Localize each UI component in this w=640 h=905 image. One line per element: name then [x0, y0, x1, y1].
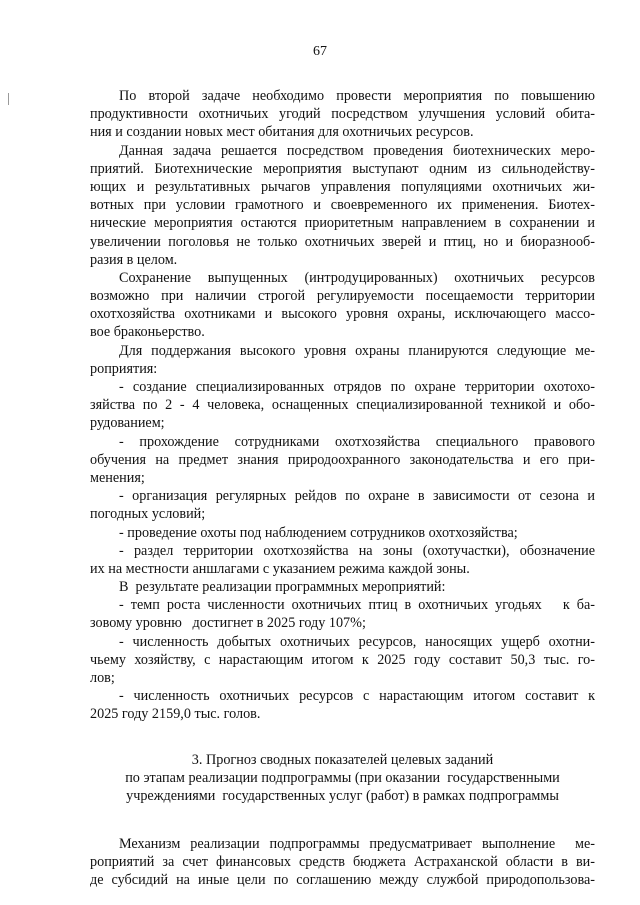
section-heading: [90, 751, 595, 805]
text-line: - раздел территории охотхозяйства на зоны (охотучастки), обозначение: [119, 542, 595, 559]
text-line: зяйства по 2 - 4 человека, оснащенных специализированной техникой и обо-: [90, 397, 595, 414]
text-line: Механизм реализации подпрограммы предусматривает выполнение ме-: [119, 835, 595, 852]
text-line: зовому уровню достигнет в 2025 году 107%;: [90, 615, 366, 632]
text-line: - организация регулярных рейдов по охране в зависимости от сезона и: [119, 488, 595, 505]
text-line: нические мероприятия остаются приоритетным направлением в сохранении и: [90, 215, 595, 232]
text-line: рудованием;: [90, 415, 165, 432]
text-line: их на местности аншлагами с указанием режима каждой зоны.: [90, 560, 470, 577]
text-line: Сохранение выпущенных (интродуцированных) охотничьих ресурсов: [119, 269, 595, 286]
text-line: обучения на предмет знания природоохранного законодательства и его при-: [90, 451, 595, 468]
text-line: - численность добытых охотничьих ресурсов, наносящих ущерб охотни-: [119, 633, 595, 650]
text-line: - создание специализированных отрядов по охране территории охотохо-: [119, 379, 595, 395]
text-line: возможно при наличии строгой регулируемости посещаемости территории: [90, 288, 595, 305]
margin-mark: [8, 93, 9, 105]
text-line: ния и создании новых мест обитания для охотничьих ресурсов.: [90, 124, 474, 141]
text-line: - проведение охоты под наблюдением сотрудников охотхозяйства;: [119, 524, 518, 541]
body-paragraphs: [90, 87, 595, 724]
text-line: Данная задача решается посредством проведения биотехнических меро-: [119, 142, 595, 159]
text-line: Для поддержания высокого уровня охраны планируются следующие ме-: [119, 342, 595, 359]
heading-line: 3. Прогноз сводных показателей целевых заданий: [191, 751, 494, 768]
text-line: По второй задаче необходимо провести мероприятия по повышению: [119, 88, 595, 104]
heading-line: учреждениями государственных услуг (работ) в рамках подпрограммы: [126, 787, 559, 804]
text-line: - темп роста численности охотничьих птиц в охотничьих угодьях к ба-: [119, 597, 595, 614]
page-number: 67: [313, 44, 327, 59]
text-line: - прохождение сотрудниками охотхозяйства специального правового: [119, 433, 595, 450]
text-line: роприятий за счет финансовых средств бюджета Астраханской области в ви-: [90, 853, 595, 870]
text-line: вое браконьерство.: [90, 324, 205, 341]
text-line: чьему хозяйству, с нарастающим итогом к 2025 году составит 50,3 тыс. го-: [90, 651, 595, 668]
text-line: погодных условий;: [90, 506, 206, 523]
section-gap: [90, 805, 595, 835]
body-text: [90, 87, 595, 889]
section-gap: [90, 724, 595, 751]
closing-paragraph: [90, 835, 595, 890]
text-line: ющих и результативных рычагов управления популяциями охотничьих жи-: [90, 178, 595, 195]
text-line: менения;: [90, 469, 145, 486]
heading-line: по этапам реализации подпрограммы (при оказании государственными: [125, 769, 560, 786]
text-line: приятий. Биотехнические мероприятия выступают одним из сильнодейству-: [90, 160, 595, 177]
text-line: вотных при условии грамотного и своевременного их применения. Биотех-: [90, 197, 595, 214]
text-line: де субсидий на иные цели по соглашению между службой природопользова-: [90, 871, 595, 888]
text-line: 2025 году 2159,0 тыс. голов.: [90, 706, 261, 723]
text-line: охотхозяйства охотниками и высокого уровня охраны, исключающего массо-: [90, 306, 595, 323]
text-line: роприятия:: [90, 360, 158, 377]
text-line: разия в целом.: [90, 251, 178, 268]
text-line: В результате реализации программных мероприятий:: [119, 579, 446, 596]
text-line: лов;: [90, 670, 115, 686]
text-line: - численность охотничьих ресурсов с нарастающим итогом составит к: [119, 688, 595, 705]
text-line: продуктивности охотничьих угодий посредством улучшения условий обита-: [90, 106, 595, 123]
text-line: увеличении поголовья не только охотничьих зверей и птиц, но и биоразнооб-: [90, 233, 595, 250]
